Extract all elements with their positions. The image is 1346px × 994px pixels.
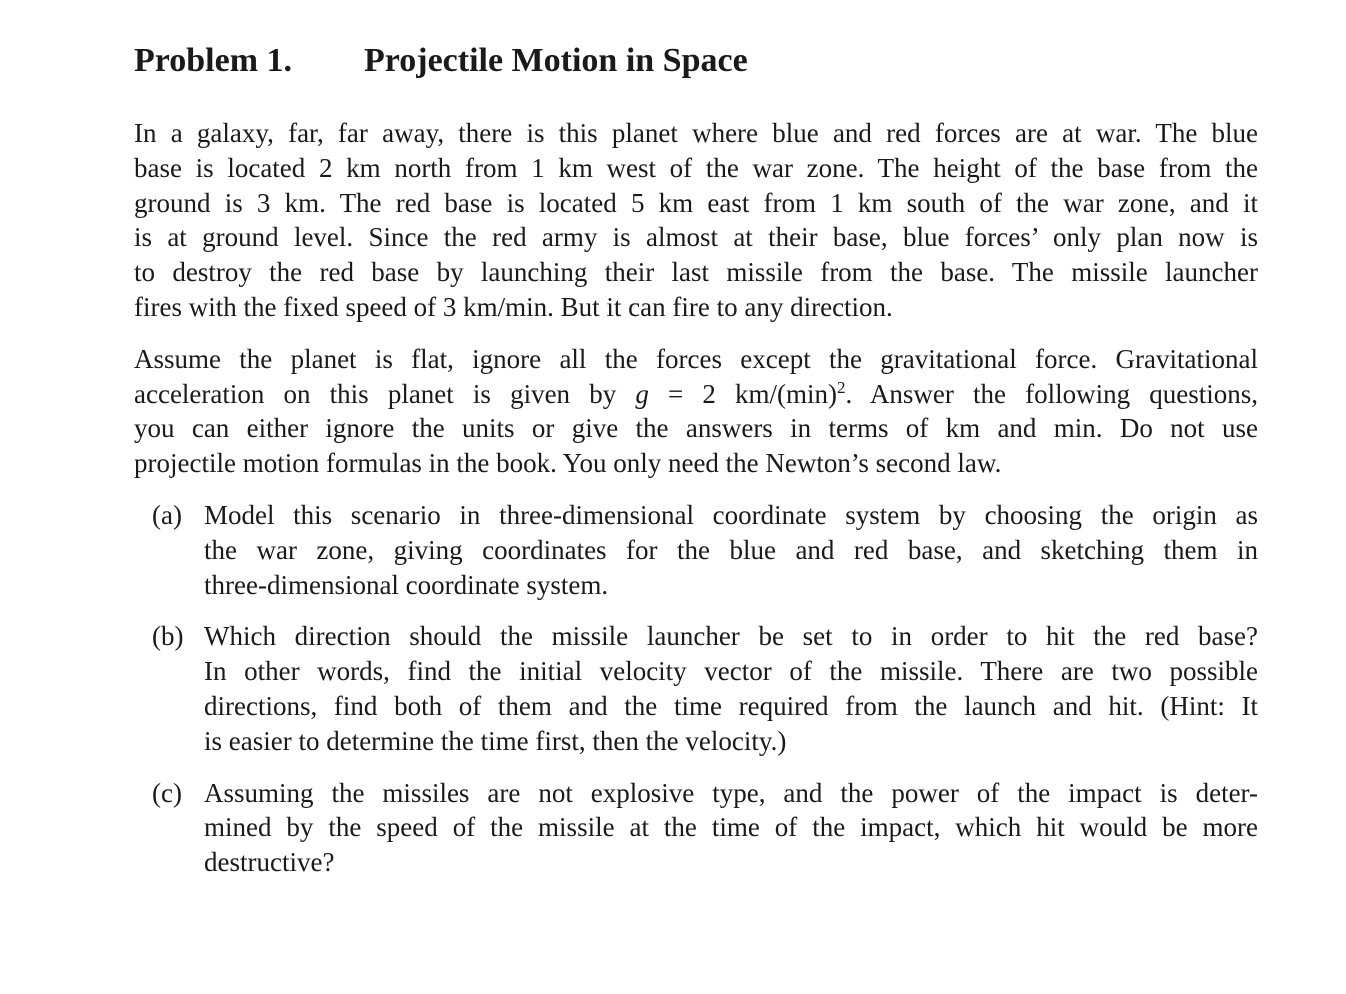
- text-line: ground is 3 km. The red base is located 5 km east from 1 km south of the war zone, and it: [134, 187, 1258, 218]
- text-line: Which direction should the missile launcher be set to in order to hit the red base?: [204, 621, 1258, 652]
- problem-heading: Projectile Motion in Space: [364, 42, 748, 79]
- scenario-paragraph: [134, 116, 1258, 325]
- text-line-with-math: [134, 377, 1258, 412]
- text-line: In other words, find the initial velocity vector of the missile. There are two possible: [204, 656, 1258, 687]
- assumptions-paragraph: [134, 342, 1258, 481]
- text-line: the war zone, giving coordinates for the blue and red base, and sketching them in: [204, 534, 1258, 565]
- text-fragment: . Answer the following questions,: [845, 378, 1259, 409]
- text-line: In a galaxy, far, far away, there is this planet where blue and red forces are at war. The blue: [134, 118, 1258, 148]
- text-line: Assuming the missiles are not explosive type, and the power of the impact is deter-: [204, 777, 1258, 808]
- question-marker: (a): [152, 499, 182, 530]
- gravity-value: = 2 km/(min): [667, 378, 837, 409]
- text-line: Assume the planet is flat, ignore all the forces except the gravitational force. Gravitational: [134, 343, 1258, 374]
- problem-page: [134, 40, 1258, 897]
- text-line: Model this scenario in three-dimensional coordinate system by choosing the origin as: [204, 499, 1258, 530]
- text-line: to destroy the red base by launching their last missile from the base. The missile launcher: [134, 257, 1258, 288]
- question-list: [134, 498, 1258, 880]
- question-marker: (b): [152, 621, 184, 652]
- text-fragment: acceleration on this planet is given by: [134, 378, 617, 409]
- text-line: projectile motion formulas in the book. You only need the Newton’s second law.: [134, 448, 1002, 479]
- text-line: is at ground level. Since the red army is almost at their base, blue forces’ only plan now is: [134, 222, 1258, 253]
- text-line: base is located 2 km north from 1 km west of the war zone. The height of the base from the: [134, 152, 1258, 183]
- text-line: mined by the speed of the missile at the time of the impact, which hit would be more: [204, 812, 1258, 843]
- exponent: 2: [836, 377, 846, 397]
- question-a: [134, 498, 1258, 602]
- text-line: directions, find both of them and the time required from the launch and hit. (Hint: It: [204, 690, 1258, 721]
- problem-number: Problem 1.: [134, 42, 293, 79]
- text-line: three-dimensional coordinate system.: [204, 569, 609, 600]
- problem-title: [134, 40, 1258, 82]
- text-line: you can either ignore the units or give the answers in terms of km and min. Do not use: [134, 413, 1258, 444]
- question-c: [134, 776, 1258, 880]
- question-marker: (c): [152, 777, 182, 808]
- text-line: destructive?: [204, 847, 335, 878]
- gravity-symbol: g: [635, 378, 649, 409]
- question-b: [134, 619, 1258, 758]
- text-line: fires with the fixed speed of 3 km/min. But it can fire to any direction.: [134, 291, 893, 322]
- text-line: is easier to determine the time first, then the velocity.): [204, 725, 787, 756]
